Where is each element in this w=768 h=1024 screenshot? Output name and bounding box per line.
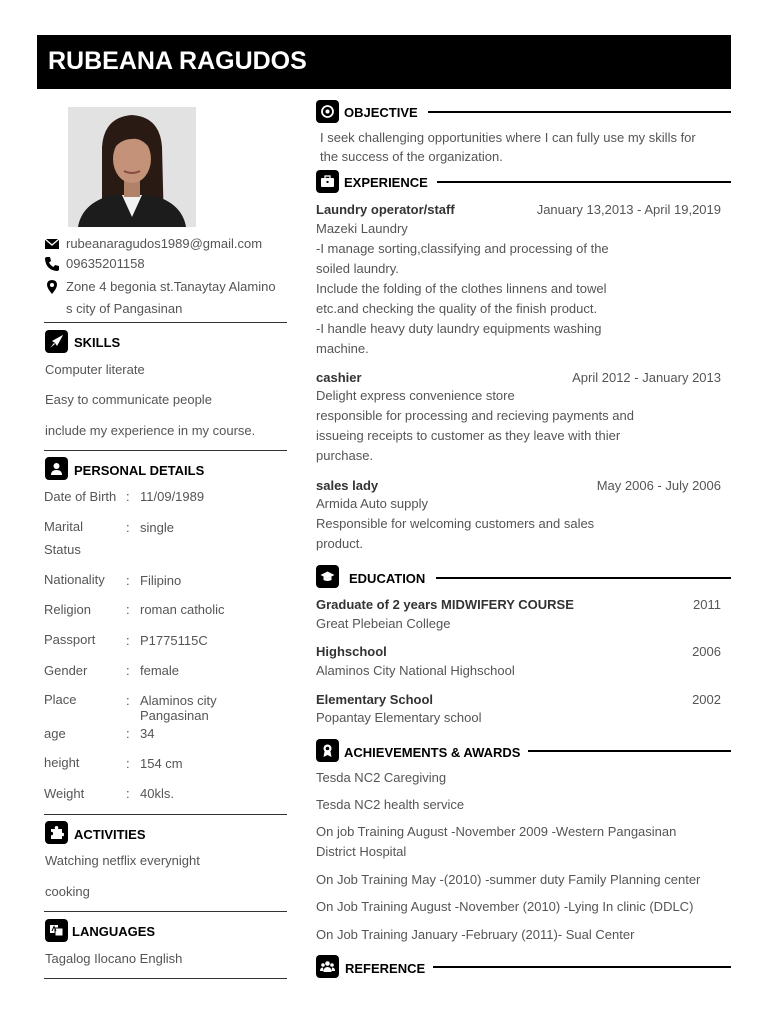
personal-details-title: PERSONAL DETAILS (74, 463, 205, 478)
address-line-2: s city of Pangasinan (66, 301, 183, 316)
divider (44, 450, 287, 451)
email-text: rubeanaragudos1989@gmail.com (66, 236, 263, 251)
pd-label: height (44, 755, 80, 770)
skill-item: include my experience in my course. (45, 423, 256, 438)
pd-label: Weight (44, 786, 85, 801)
job-line: -I handle heavy duty laundry equipments washing (316, 321, 602, 336)
education-school: Alaminos City National Highschool (316, 663, 515, 678)
activity-item: cooking (45, 884, 90, 899)
award-ribbon-icon (316, 739, 339, 762)
pd-colon: : (126, 573, 130, 588)
pd-label: Passport (44, 632, 96, 647)
job-line: -I manage sorting,classifying and processing of the (316, 241, 609, 256)
objective-line: the success of the organization. (320, 149, 503, 164)
pd-label: Place (44, 692, 77, 707)
section-rule (437, 181, 731, 183)
divider (44, 322, 287, 323)
job-line: Include the folding of the clothes linnens and towel (316, 281, 607, 296)
job-line: Responsible for welcoming customers and sales (316, 516, 595, 531)
people-group-icon (316, 955, 339, 978)
pd-value: 34 (140, 726, 155, 741)
experience-title: EXPERIENCE (344, 175, 428, 190)
puzzle-icon (45, 821, 68, 844)
divider (44, 814, 287, 815)
achievement-item: On Job Training August -November (2010) -Lying In clinic (DDLC) (316, 899, 694, 914)
pd-label: Religion (44, 602, 91, 617)
achievements-title: ACHIEVEMENTS & AWARDS (344, 745, 521, 760)
pd-value: roman catholic (140, 602, 225, 617)
phone-text: 09635201158 (66, 256, 145, 271)
briefcase-icon (316, 170, 339, 193)
divider (44, 978, 287, 979)
achievement-item: On Job Training May -(2010) -summer duty Family Planning center (316, 872, 701, 887)
achievement-item: On job Training August -November 2009 -Western Pangasinan (316, 824, 677, 839)
email-icon (44, 236, 60, 252)
job-line: issueing receipts to customer as they leave with thier (316, 428, 621, 443)
section-rule (428, 111, 731, 113)
job-line: soiled laundry. (316, 261, 399, 276)
profile-photo (68, 107, 196, 227)
pd-value: 11/09/1989 (140, 489, 205, 504)
languages-title: LANGUAGES (72, 924, 156, 939)
pd-value: 40kls. (140, 786, 174, 801)
address-line-1: Zone 4 begonia st.Tanaytay Alamino (66, 279, 276, 294)
education-degree: Elementary School (316, 692, 434, 707)
objective-line: I seek challenging opportunities where I can fully use my skills for (320, 130, 696, 145)
job-line: product. (316, 536, 363, 551)
job-role: cashier (316, 370, 362, 385)
pd-value: 154 cm (140, 756, 183, 771)
pd-colon: : (126, 693, 130, 708)
name-header (37, 35, 731, 89)
education-degree: Highschool (316, 644, 387, 659)
achievement-item: Tesda NC2 health service (316, 797, 465, 812)
phone-icon (44, 256, 60, 272)
education-year: 2011 (693, 597, 721, 612)
pd-colon: : (126, 756, 130, 771)
job-line: machine. (316, 341, 369, 356)
target-icon (316, 100, 339, 123)
pd-value: P1775115C (140, 633, 208, 648)
skill-item: Easy to communicate people (45, 392, 212, 407)
person-icon (45, 457, 68, 480)
reference-title: REFERENCE (345, 961, 426, 976)
pd-value: female (140, 663, 180, 678)
pd-value: single (140, 520, 174, 535)
job-line: etc.and checking the quality of the finish product. (316, 301, 598, 316)
divider (44, 911, 287, 912)
job-line: Delight express convenience store (316, 388, 515, 403)
pd-colon: : (126, 633, 130, 648)
pd-colon: : (126, 663, 130, 678)
graduation-cap-icon (316, 565, 339, 588)
translate-icon (45, 919, 68, 942)
job-dates: May 2006 - July 2006 (596, 478, 721, 493)
job-line: Mazeki Laundry (316, 221, 408, 236)
pd-colon: : (126, 602, 130, 617)
job-dates: April 2012 - January 2013 (572, 370, 721, 385)
pd-value: Alaminos city Pangasinan (140, 693, 217, 723)
skill-item: Computer literate (45, 362, 145, 377)
pd-colon: : (126, 726, 130, 741)
education-title: EDUCATION (349, 571, 426, 586)
pd-colon: : (126, 520, 130, 535)
achievement-item: Tesda NC2 Caregiving (316, 770, 447, 785)
pd-colon: : (126, 786, 130, 801)
activity-item: Watching netflix everynight (45, 853, 200, 868)
location-pin-icon (44, 279, 60, 295)
full-name: RUBEANA RAGUDOS (48, 47, 307, 75)
section-rule (433, 966, 731, 968)
languages-text: Tagalog Ilocano English (45, 951, 183, 966)
rocket-icon (45, 330, 68, 353)
section-rule (528, 750, 731, 752)
job-role: sales lady (316, 478, 379, 493)
job-role: Laundry operator/staff (316, 202, 455, 217)
education-degree: Graduate of 2 years MIDWIFERY COURSE (316, 597, 574, 612)
education-school: Popantay Elementary school (316, 710, 482, 725)
education-year: 2002 (692, 692, 721, 707)
achievement-item: District Hospital (316, 844, 407, 859)
section-rule (436, 577, 731, 579)
objective-title: OBJECTIVE (344, 105, 418, 120)
job-line: purchase. (316, 448, 374, 463)
education-school: Great Plebeian College (316, 616, 451, 631)
job-line: responsible for processing and recieving payments and (316, 408, 634, 423)
activities-title: ACTIVITIES (74, 827, 146, 842)
achievement-item: On Job Training January -February (2011)- Sual Center (316, 927, 635, 942)
pd-colon: : (126, 489, 130, 504)
job-dates: January 13,2013 - April 19,2019 (536, 202, 721, 217)
pd-label: Marital Status (44, 519, 84, 557)
pd-value: Filipino (140, 573, 182, 588)
pd-label: age (44, 726, 66, 741)
job-line: Armida Auto supply (316, 496, 429, 511)
pd-label: Nationality (44, 572, 105, 587)
pd-label: Date of Birth (44, 489, 117, 504)
pd-label: Gender (44, 663, 88, 678)
education-year: 2006 (692, 644, 721, 659)
skills-title: SKILLS (74, 335, 121, 350)
